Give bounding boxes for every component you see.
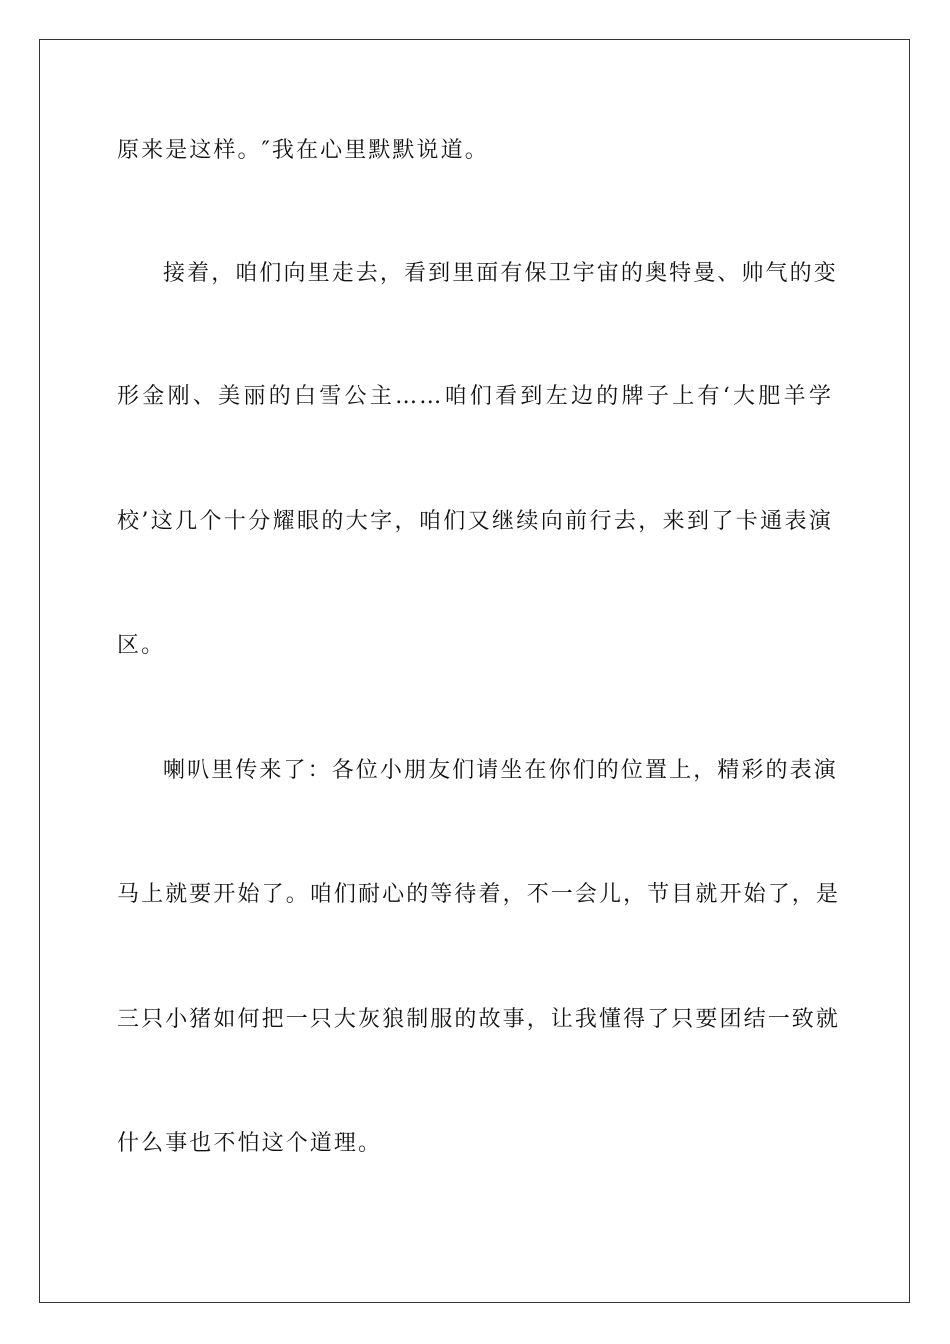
text-line-3: 形金刚、美丽的白雪公主……咱们看到左边的牌子上有‘大肥羊学 — [117, 384, 833, 409]
text-line-8: 三只小猪如何把一只大灰狼制服的故事，让我懂得了只要团结一致就 — [117, 1007, 841, 1032]
text-line-7: 马上就要开始了。咱们耐心的等待着，不一会儿，节目就开始了，是 — [117, 882, 841, 907]
text-line-9: 什么事也不怕这个道理。 — [117, 1131, 383, 1156]
text-line-4: 校’这几个十分耀眼的大字，咱们又继续向前行去，来到了卡通表演 — [117, 509, 833, 534]
text-line-2: 接着，咱们向里走去，看到里面有保卫宇宙的奥特曼、帅气的变 — [163, 261, 838, 286]
text-line-5: 区。 — [117, 633, 166, 658]
text-line-1: 原来是这样。″我在心里默默说道。 — [117, 138, 489, 163]
text-line-6: 喇叭里传来了：各位小朋友们请坐在你们的位置上，精彩的表演 — [163, 758, 838, 783]
page-border — [39, 39, 910, 1303]
